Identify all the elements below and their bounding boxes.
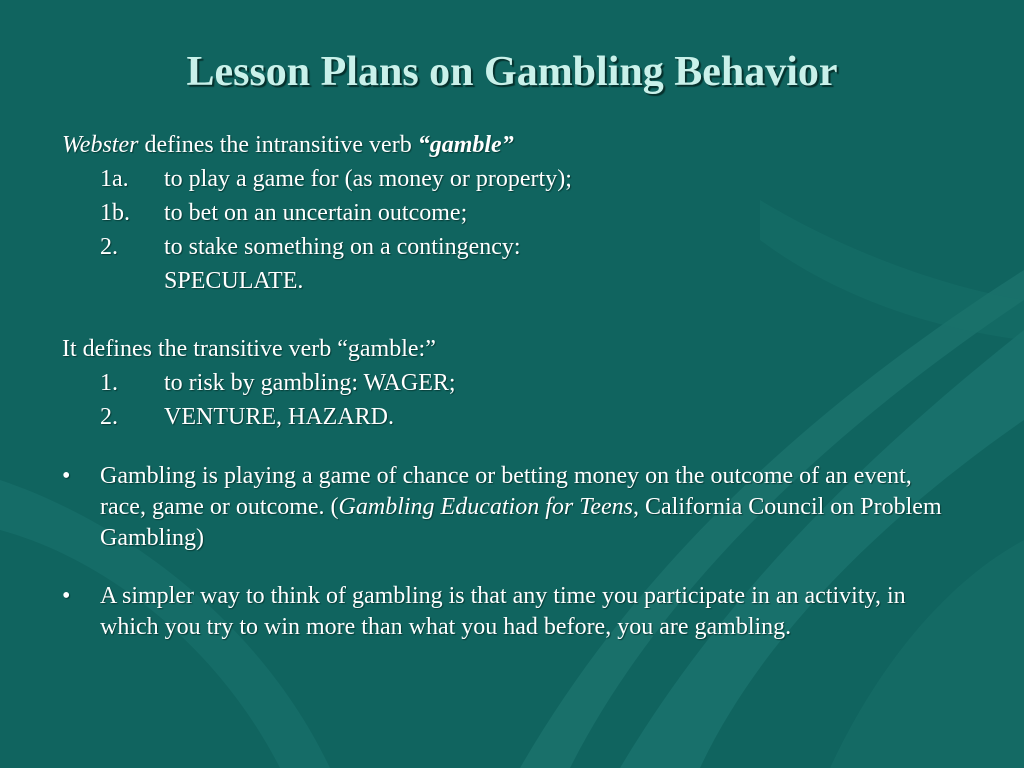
definition-number: 1.	[100, 370, 118, 396]
definition-item	[62, 196, 962, 230]
intransitive-intro-text: defines the intransitive verb	[138, 132, 418, 158]
definition-item	[62, 264, 962, 298]
definition-number: 2.	[100, 234, 118, 260]
bullet-icon: •	[62, 463, 71, 489]
definition-number: 1b.	[100, 200, 130, 226]
transitive-definition-intro: It defines the transitive verb “gamble:”	[62, 336, 436, 362]
bullet-item	[62, 581, 962, 643]
definition-text: to play a game for (as money or property);	[164, 166, 572, 192]
definition-item	[62, 400, 962, 434]
definition-number: 2.	[100, 404, 118, 430]
intransitive-definition-intro	[62, 128, 962, 162]
definition-text: to stake something on a contingency:	[164, 234, 521, 260]
source-name: Webster	[62, 132, 139, 158]
slide-content	[62, 128, 962, 643]
bullet-text: Gambling is playing a game of chance or betting money on the outcome of an event, race, game or outcome. (	[100, 463, 912, 520]
definition-number: 1a.	[100, 166, 129, 192]
slide-title: Lesson Plans on Gambling Behavior	[186, 49, 838, 95]
citation-title: Gambling Education for Teens	[338, 494, 633, 520]
bullet-item	[62, 461, 962, 554]
definition-text: to bet on an uncertain outcome;	[164, 200, 468, 226]
definition-text: VENTURE, HAZARD.	[164, 404, 394, 430]
bullet-icon: •	[62, 583, 71, 609]
definition-text: SPECULATE.	[164, 268, 304, 294]
definition-item	[62, 162, 962, 196]
bullet-text: A simpler way to think of gambling is that any time you participate in an activity, in which you try to win more than what you had before, you are gambling.	[100, 583, 906, 640]
term-gamble: “gamble”	[417, 132, 514, 158]
definition-item	[62, 230, 962, 264]
bullet-text-continued: , California Council on Problem Gambling)	[100, 494, 942, 551]
spacer	[62, 298, 962, 332]
definition-text: to risk by gambling: WAGER;	[164, 370, 456, 396]
definition-item	[62, 366, 962, 400]
